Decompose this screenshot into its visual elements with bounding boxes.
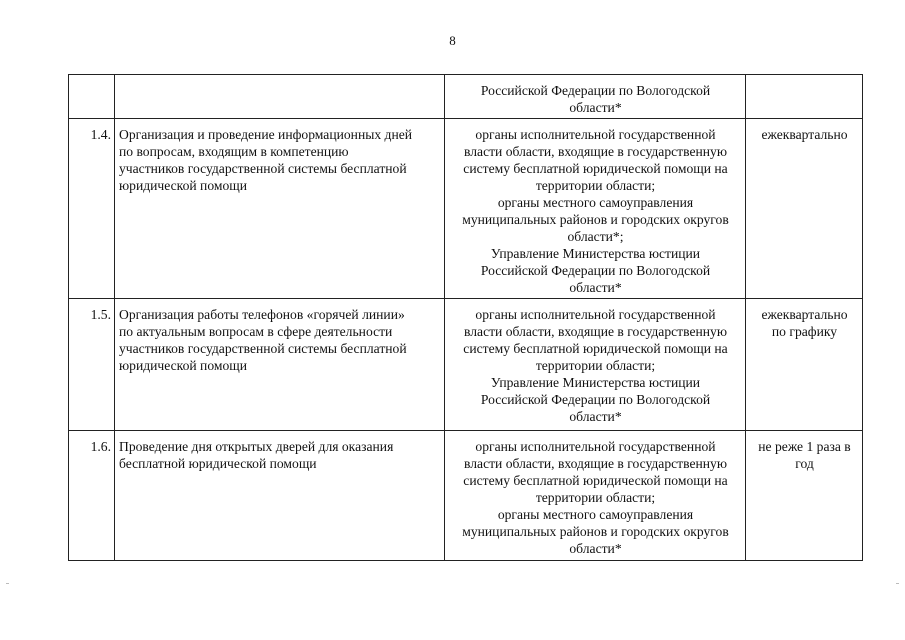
activity-line: Проведение дня открытых дверей для оказания [119, 439, 394, 454]
executor-line: области* [569, 280, 622, 295]
activity-line: юридической помощи [119, 358, 247, 373]
executor-line: систему бесплатной юридической помощи на [463, 161, 728, 176]
executor-line: Российской Федерации по Вологодской [480, 392, 711, 407]
executors-cell [445, 119, 746, 299]
executor-line: власти области, входящие в государственную [464, 144, 727, 159]
deadline-cell [746, 299, 863, 431]
table-body [69, 75, 863, 561]
deadline-cell [746, 119, 863, 299]
executor-line: территории области; [535, 358, 656, 373]
executors-cell [445, 431, 746, 561]
deadline-line: по графику [771, 324, 838, 339]
executor-line: систему бесплатной юридической помощи на [463, 473, 728, 488]
deadline-cell [746, 75, 863, 119]
table-row [69, 431, 863, 561]
executor-line: территории области; [535, 178, 656, 193]
deadline-line: ежеквартально [761, 127, 848, 142]
executor-line: области* [569, 100, 622, 115]
scan-mark-right [896, 583, 899, 584]
item-number-cell [69, 75, 115, 119]
table-row [69, 119, 863, 299]
activity-line: по вопросам, входящим в компетенцию [119, 144, 349, 159]
executors-cell [445, 299, 746, 431]
activity-line: Организация и проведение информационных дней [119, 127, 413, 142]
activity-line: участников государственной системы бесплатной [119, 341, 407, 356]
item-number-cell: 1.6. [69, 431, 115, 561]
deadline-line: год [795, 456, 814, 471]
table-row [69, 75, 863, 119]
deadline-line: ежеквартально [761, 307, 848, 322]
executor-line: власти области, входящие в государственную [464, 324, 727, 339]
executor-line: области* [569, 409, 622, 424]
activity-plan-table [68, 74, 863, 561]
item-number-cell: 1.4. [69, 119, 115, 299]
page-number: 8 [449, 33, 456, 48]
executor-line: Российской Федерации по Вологодской [480, 263, 711, 278]
activity-cell [115, 75, 445, 119]
executor-line: органы исполнительной государственной [475, 439, 716, 454]
scan-mark-left [6, 583, 9, 584]
executor-line: Российской Федерации по Вологодской [480, 83, 711, 98]
table-row [69, 299, 863, 431]
executors-cell [445, 75, 746, 119]
activity-line: участников государственной системы бесплатной [119, 161, 407, 176]
executor-line: Управление Министерства юстиции [490, 375, 701, 390]
executor-line: систему бесплатной юридической помощи на [463, 341, 728, 356]
executor-line: муниципальных районов и городских округов [462, 524, 729, 539]
activity-cell [115, 119, 445, 299]
executor-line: органы местного самоуправления [497, 507, 694, 522]
executor-line: области*; [567, 229, 624, 244]
activity-line: бесплатной юридической помощи [119, 456, 317, 471]
activity-line: юридической помощи [119, 178, 247, 193]
executor-line: муниципальных районов и городских округов [462, 212, 729, 227]
item-number-cell: 1.5. [69, 299, 115, 431]
activity-line: Организация работы телефонов «горячей линии» [119, 307, 405, 322]
activity-cell [115, 299, 445, 431]
executor-line: территории области; [535, 490, 656, 505]
deadline-cell [746, 431, 863, 561]
executor-line: органы исполнительной государственной [475, 307, 716, 322]
executor-line: власти области, входящие в государственную [464, 456, 727, 471]
deadline-line: не реже 1 раза в [758, 439, 851, 454]
executor-line: области* [569, 541, 622, 556]
executor-line: органы местного самоуправления [497, 195, 694, 210]
executor-line: Управление Министерства юстиции [490, 246, 701, 261]
executor-line: органы исполнительной государственной [475, 127, 716, 142]
activity-line: по актуальным вопросам в сфере деятельности [119, 324, 393, 339]
activity-cell [115, 431, 445, 561]
